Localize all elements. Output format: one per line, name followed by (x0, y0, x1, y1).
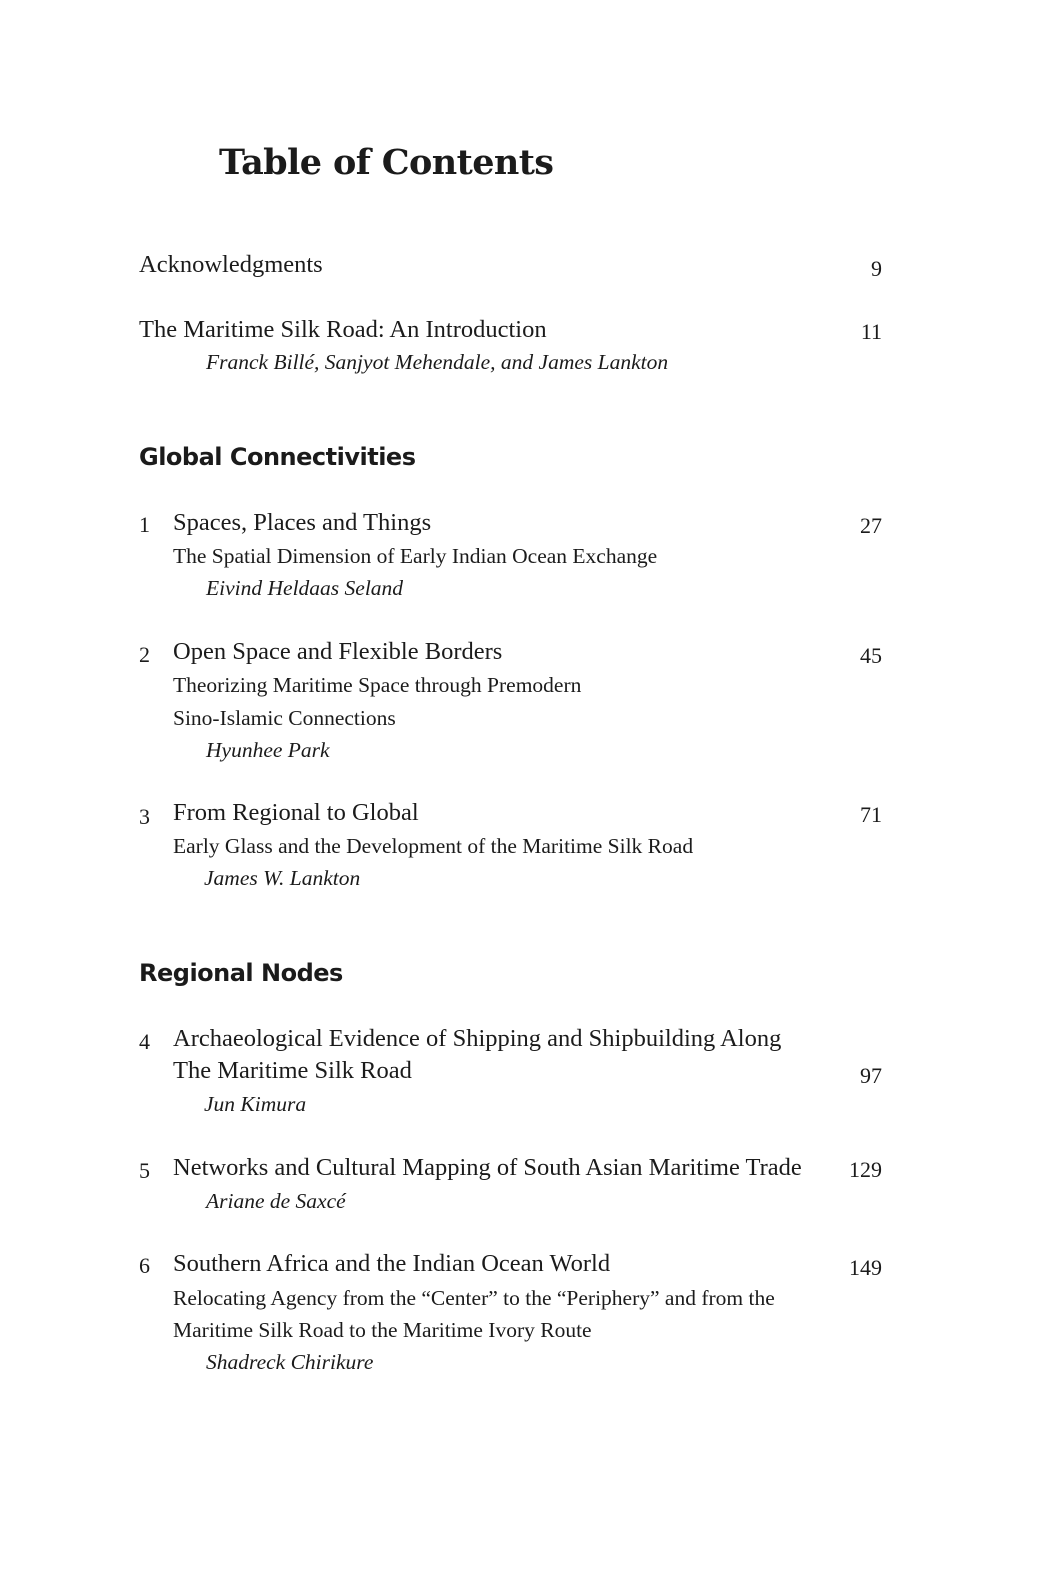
chapter-subtitle: Theorizing Maritime Space through Premodern (173, 673, 582, 697)
chapter-title[interactable]: Open Space and Flexible Borders (173, 638, 503, 665)
chapter-author: Shadreck Chirikure (206, 1350, 374, 1374)
section-heading-global-connectivities: Global Connectivities (139, 443, 416, 471)
chapter-subtitle: Early Glass and the Development of the Maritime Silk Road (173, 834, 694, 858)
chapter-author: Jun Kimura (204, 1092, 307, 1116)
chapter-page: 45 (860, 643, 882, 668)
chapter-number: 3 (139, 804, 150, 829)
chapter-subtitle: Maritime Silk Road to the Maritime Ivory Route (173, 1318, 592, 1342)
toc-entry-introduction-author: Franck Billé, Sanjyot Mehendale, and James Lankton (206, 350, 669, 374)
chapter-page: 71 (860, 802, 882, 827)
chapter-number: 4 (139, 1029, 150, 1054)
toc-entry-introduction-title[interactable]: The Maritime Silk Road: An Introduction (139, 316, 547, 343)
chapter-number: 2 (139, 642, 150, 667)
page-title: Table of Contents (219, 142, 554, 183)
chapter-number: 5 (139, 1158, 150, 1183)
chapter-title[interactable]: Networks and Cultural Mapping of South Asian Maritime Trade (173, 1154, 802, 1181)
chapter-author: James W. Lankton (204, 866, 361, 890)
chapter-page: 97 (860, 1063, 882, 1088)
toc-entry-acknowledgments-title[interactable]: Acknowledgments (139, 251, 323, 278)
chapter-title[interactable]: Southern Africa and the Indian Ocean World (173, 1250, 611, 1277)
chapter-page: 149 (849, 1255, 882, 1280)
chapter-subtitle: Relocating Agency from the “Center” to the “Periphery” and from the (173, 1286, 775, 1310)
chapter-author: Eivind Heldaas Seland (206, 576, 404, 600)
toc-entry-acknowledgments-page: 9 (871, 256, 882, 281)
chapter-page: 27 (860, 513, 882, 538)
chapter-title[interactable]: Archaeological Evidence of Shipping and Shipbuilding Along (173, 1025, 782, 1052)
chapter-title[interactable]: The Maritime Silk Road (173, 1057, 412, 1084)
chapter-number: 1 (139, 512, 150, 537)
section-heading-regional-nodes: Regional Nodes (139, 959, 343, 987)
chapter-number: 6 (139, 1253, 150, 1278)
chapter-author: Hyunhee Park (206, 738, 330, 762)
chapter-subtitle: Sino-Islamic Connections (173, 706, 396, 730)
chapter-title[interactable]: Spaces, Places and Things (173, 509, 432, 536)
toc-entry-introduction-page: 11 (860, 319, 882, 344)
chapter-title[interactable]: From Regional to Global (173, 799, 419, 826)
chapter-author: Ariane de Saxcé (206, 1189, 346, 1213)
chapter-subtitle: The Spatial Dimension of Early Indian Ocean Exchange (173, 544, 658, 568)
chapter-page: 129 (849, 1157, 882, 1182)
